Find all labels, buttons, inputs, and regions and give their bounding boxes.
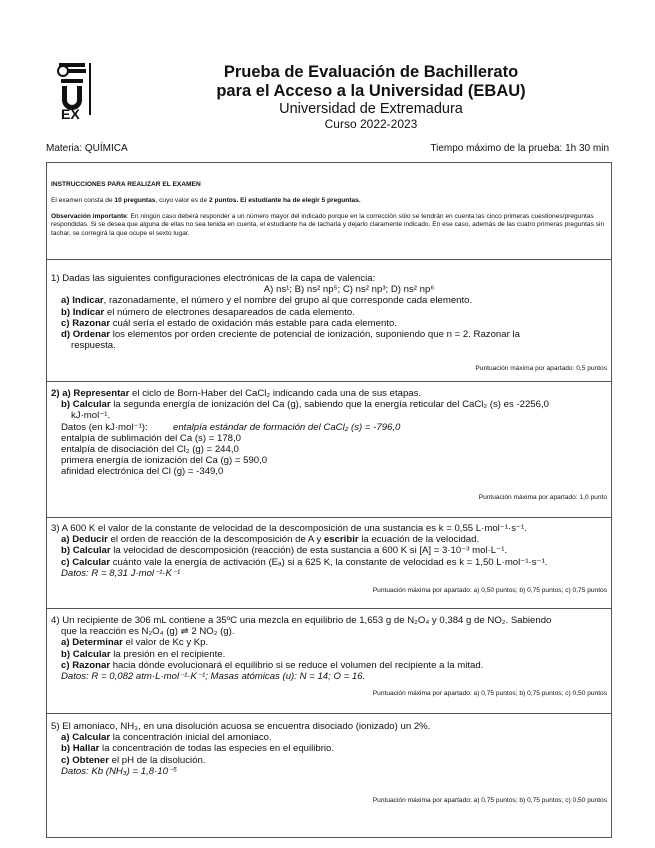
- score-q4: Puntuación máxima por apartado: a) 0,75 puntos; b) 0,75 puntos; c) 0,50 puntos: [372, 690, 607, 698]
- exam-title-line1: Prueba de Evaluación de Bachillerato: [223, 63, 519, 81]
- instructions-title: INSTRUCCIONES PARA REALIZAR EL EXAMEN: [51, 181, 201, 188]
- exam-header: [190, 63, 552, 131]
- score-q1: Puntuación máxima por apartado: 0,5 puntos: [475, 365, 607, 373]
- instructions-paragraph-2: Observación importante: En ningún caso deberá responder a un número mayor del indicado porque en la corrección sólo se tendrán en cuenta las cinco primeras cuestiones/preguntas respondidas. Si se desea que alguna de ellas no sea tenida en cuenta, el estudiante ha de tacharla y dejarlo claramente indicado. En ese caso, además de las cuatro primeras preguntas sin tachar, se corregirá la que ocupe el sexto lugar.: [51, 212, 605, 238]
- question-2: 2) a) Representar el ciclo de Born-Haber del CaCl₂ indicando cada una de sus etapas. b) Calcular la segunda energía de ionización del Ca (g), sabiendo que la energía reticular del CaCl₂ (s) es -2256,0 kJ·mol⁻¹. Datos (en kJ·mol⁻¹): entalpía estándar de formación del CaCl₂ (s) = -796,0 entalpía de sublimación del Ca (s) = 178,0 entalpía de disociación del Cl₂ (g) = 244,0 primera energía de ionización del Ca (g) = 590,0 afinidad electrónica del Cl (g) = -349,0 Puntuación máxima por apartado: 1,0 punto: [51, 388, 607, 503]
- score-q3: Puntuación máxima por apartado: a) 0,50 puntos; b) 0,75 puntos; c) 0,75 puntos: [372, 587, 607, 595]
- question-4: 4) Un recipiente de 306 mL contiene a 35ºC una mezcla en equilibrio de 1,653 g de N₂O₄ y 0,384 g de NO₂. Sabiendo que la reacción es N₂O₄ (g) ⇌ 2 NO₂ (g). a) Determinar el valor de Kc y Kp. b) Calcular la presión en el recipiente. c) Razonar hacia dónde evolucionará el equilibrio si se reduce el volumen del recipiente a la mitad. Datos: R = 0,082 atm·L·mol⁻¹·K⁻¹; Masas atómicas (u): N = 14; O = 16. Puntuación máxima por apartado: a) 0,75 puntos; b) 0,75 puntos; c) 0,50 puntos: [51, 615, 607, 699]
- svg-text:EX: EX: [61, 106, 80, 121]
- instructions-paragraph-1: El examen consta de 10 preguntas, cuyo valor es de 2 puntos. El estudiante ha de elegir 5 preguntas.: [51, 196, 361, 204]
- exam-title-line2: para el Acceso a la Universidad (EBAU): [216, 82, 526, 100]
- exam-frame: [46, 162, 612, 838]
- divider: [47, 381, 611, 382]
- divider: [47, 713, 611, 714]
- question-5: 5) El amoniaco, NH₃, en una disolución acuosa se encuentra disociado (ionizado) un 2%. a) Calcular la concentración inicial del amoniaco. b) Hallar la concentración de todas las especies en el equilibrio. c) Obtener el pH de la disolución. Datos: Kb (NH₃) = 1,8·10⁻⁵ Puntuación máxima por apartado: a) 0,75 puntos; b) 0,75 puntos; c) 0,50 puntos: [51, 721, 607, 806]
- score-q5: Puntuación máxima por apartado: a) 0,75 puntos; b) 0,75 puntos; c) 0,50 puntos: [372, 797, 607, 805]
- question-1: 1) Dadas las siguientes configuraciones electrónicas de la capa de valencia: A) ns¹; B) ns² np⁵; C) ns² np³; D) ns² np⁶ a) Indicar, razonadamente, el número y el nombre del grupo al que corresponde cada elemento. b) Indicar el número de electrones desapareados de cada elemento. c) Razonar cuál sería el estado de oxidación más estable para cada elemento. d) Ordenar los elementos por orden creciente de potencial de ionización, suponiendo que n = 2. Razonar la respuesta. Puntuación máxima por apartado: 0,5 puntos: [51, 273, 607, 375]
- course-year: Curso 2022-2023: [324, 117, 418, 131]
- score-q2: Puntuación máxima por apartado: 1,0 punto: [478, 493, 607, 501]
- time-limit-label: Tiempo máximo de la prueba: 1h 30 min: [430, 143, 609, 154]
- divider: [47, 517, 611, 518]
- subject-label: Materia: QUÍMICA: [46, 143, 128, 154]
- university-logo: [51, 59, 95, 121]
- university-name: Universidad de Extremadura: [279, 101, 463, 117]
- question-3: 3) A 600 K el valor de la constante de velocidad de la descomposición de una sustancia es k = 0,55 L·mol⁻¹·s⁻¹. a) Deducir el orden de reacción de la descomposición de A y escribir la ecuación de la velocidad. b) Calcular la velocidad de descomposición (reacción) de esta sustancia a 600 K si [A] = 3·10⁻³ mol·L⁻¹. c) Calcular cuánto vale la energía de activación (Eₐ) si a 625 K, la constante de velocidad es k = 1,50 L·mol⁻¹·s⁻¹. Datos: R = 8,31 J·mol⁻¹·K⁻¹ Puntuación máxima por apartado: a) 0,50 puntos; b) 0,75 puntos; c) 0,75 puntos: [51, 523, 607, 596]
- divider: [47, 608, 611, 609]
- instructions-box: [47, 163, 611, 260]
